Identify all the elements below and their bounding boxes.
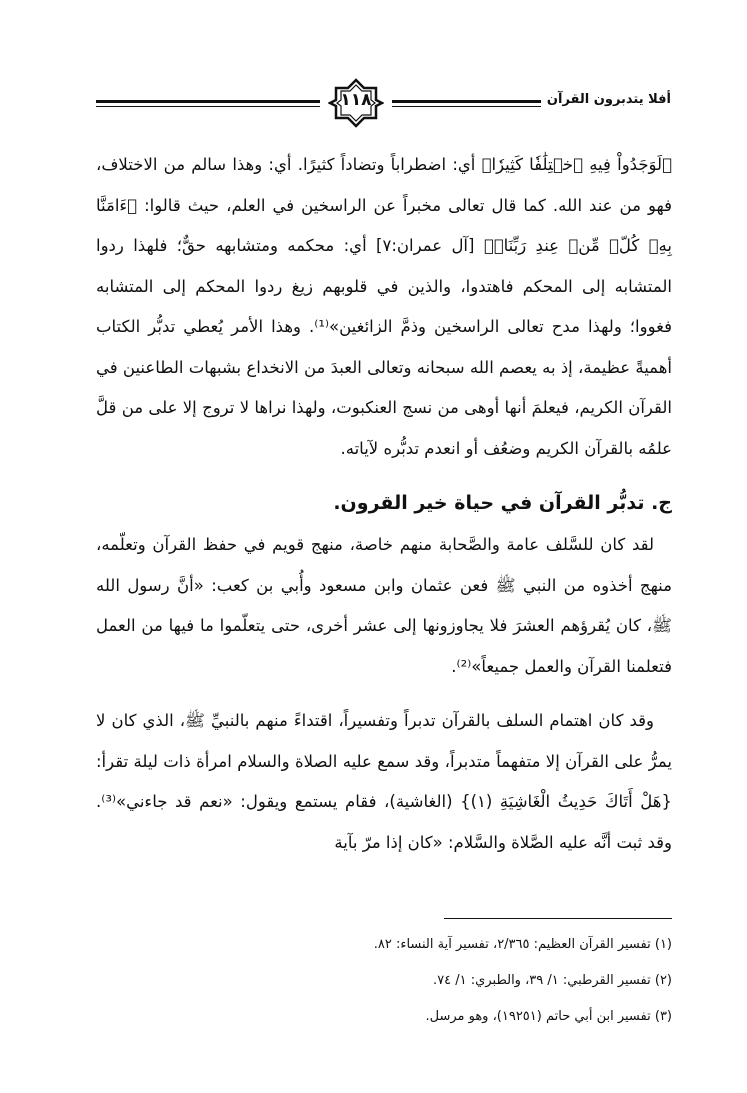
footnote-1: (١) تفسير القرآن العظيم: ٢/٣٦٥، تفسير آية النساء: ٨٢.	[373, 937, 672, 952]
body-paragraph-1: ﴿لَوَجَدُواْ فِيهِ ٱخۡتِلَٰفٗا كَثِيرٗا﴾ أي: اضطراباً وتضاداً كثيرًا. أي: وهذا سالم من الاختلاف، فهو من عند الله. كما قال تعالى مخبراً عن الراسخين في العلم، حيث قالوا: ﴿ءَامَنَّا بِهِۦ كُلّٞ مِّنۡ عِندِ رَبِّنَاۗ﴾ [آل عمران:٧] أي: محكمه ومتشابهه حقٌّ؛ فلهذا ردوا المتشابه إلى المحكم فاهتدوا، والذين في قلوبهم زيغ ردوا المحكم إلى المتشابه فغووا؛ ولهذا مدح تعالى الراسخين وذمَّ الزائغين»⁽¹⁾. وهذا الأمر يُعطي تدبُّر الكتاب أهميةً عظيمة، إذ به يعصم الله سبحانه وتعالى العبدَ من الانخداع بشبهات الطاعنين في القرآن الكريم، فيعلمَ أنها أوهى من نسج العنكبوت، ولهذا نراها لا تروج إلا على من قلَّ علمُه بالقرآن الكريم وضعُف أو انعدم تدبُّره لآياته.	[96, 155, 672, 458]
section-heading: ج. تدبُّر القرآن في حياة خير القرون.	[333, 492, 672, 514]
body-paragraph-3: وقد كان اهتمام السلف بالقرآن تدبراً وتفسيراً، اقتداءً منهم بالنبيِّ ﷺ، الذي كان لا يمرُّ على القرآن إلا متفهماً متدبراً، وقد سمع عليه الصلاة والسلام امرأة ذات ليلة تقرأ: {هَلْ أَتَاكَ حَدِيثُ الْغَاشِيَةِ (١)} (الغاشية)، فقام يستمع ويقول: «نعم قد جاءني»⁽³⁾. وقد ثبت أنَّه عليه الصَّلاة والسَّلام: «كان إذا مرّ بآية	[96, 711, 672, 852]
header-rule-left	[96, 100, 320, 103]
footnotes	[96, 918, 672, 1035]
main-text	[96, 145, 672, 863]
running-header	[96, 78, 671, 128]
footnote-3: (٣) تفسير ابن أبي حاتم (١٩٢٥١)، وهو مرسل.	[425, 1009, 672, 1024]
footnote-2: (٢) تفسير القرطبي: ١/ ٣٩، والطبري: ١/ ٧٤.	[433, 973, 672, 988]
book-title: أفلا يتدبرون القرآن	[541, 92, 671, 107]
page-number: ١١٨	[340, 90, 372, 110]
body-paragraph-2: لقد كان للسَّلف عامة والصَّحابة منهم خاصة، منهج قويم في حفظ القرآن وتعلّمه، منهج أخذوه من النبي ﷺ فعن عثمان وابن مسعود وأُبي بن كعب: «أنَّ رسول الله ﷺ، كان يُقرؤهم العشرَ فلا يجاوزونها إلى عشر أخرى، حتى يتعلّموا ما فيها من العمل فتعلمنا القرآن والعمل جميعاً»⁽²⁾.	[96, 535, 672, 676]
footnote-separator	[444, 918, 672, 919]
header-rule-left-thin	[96, 106, 320, 107]
